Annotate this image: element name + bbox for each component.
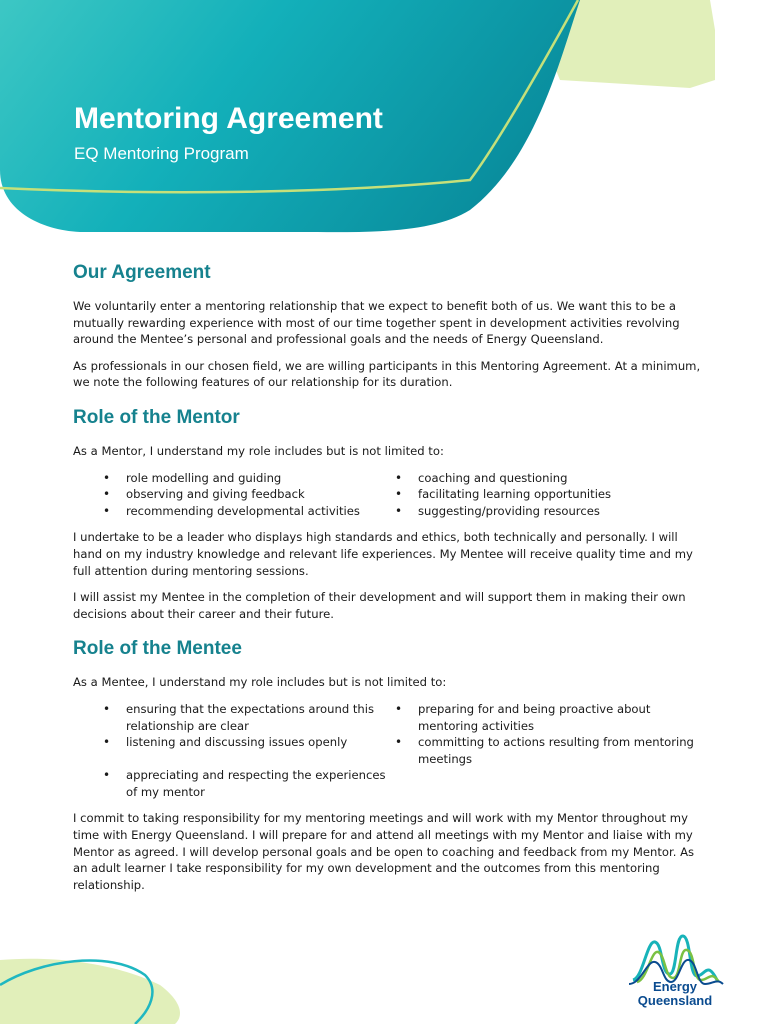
list-item: • role modelling and guiding: [103, 470, 395, 487]
mentor-intro: As a Mentor, I understand my role includes but is not limited to:: [73, 443, 444, 458]
mentee-section: [73, 638, 705, 893]
mentee-intro: As a Mentee, I understand my role includes but is not limited to:: [73, 675, 447, 690]
list-item: • listening and discussing issues openly: [103, 734, 395, 751]
page-subtitle: EQ Mentoring Program: [74, 144, 249, 163]
our-agreement-section: [73, 262, 705, 391]
list-item: • ensuring that the expectations around this relationship are clear: [103, 701, 395, 734]
list-item: • preparing for and being proactive about mentoring activities: [395, 701, 705, 734]
mentee-heading: Role of the Mentee: [73, 638, 242, 660]
list-item: • facilitating learning opportunities: [395, 486, 705, 503]
mentee-paragraph: I commit to taking responsibility for my mentoring meetings and will work with my Mentor throughout my time with Energy Queensland. I will prepare for and attend all meetings with my Mentor and liaise with my Mentor as agreed. I will develop personal goals and be open to coaching and feedback from my Mentor. As an adult learner I take responsibility for my own development and the outcomes from this mentoring relationship.: [73, 811, 695, 892]
logo-wave-icon: [625, 930, 725, 986]
mentor-paragraph: I undertake to be a leader who displays high standards and ethics, both technically and personally. I will hand on my industry knowledge and relevant life experiences. My Mentee will receive quality time and my full attention during mentoring sessions.: [73, 530, 693, 578]
page-title: Mentoring Agreement: [74, 102, 383, 135]
list-item: • appreciating and respecting the experiences of my mentor: [103, 767, 395, 800]
list-item: • recommending developmental activities: [103, 503, 395, 520]
agreement-paragraph: We voluntarily enter a mentoring relationship that we expect to benefit both of us. We want this to be a mutually rewarding experience with most of our time together spent in development activities revolving around the Mentee’s personal and professional goals and the needs of Energy Queensland.: [73, 299, 680, 347]
logo-text-line2: Queensland: [637, 993, 713, 1008]
list-item: • coaching and questioning: [395, 470, 705, 487]
mentor-role-list: [103, 470, 705, 520]
document-body: [73, 262, 705, 903]
list-item: • observing and giving feedback: [103, 486, 395, 503]
agreement-paragraph: As professionals in our chosen field, we are willing participants in this Mentoring Agreement. At a minimum, we note the following features of our relationship for its duration.: [73, 358, 701, 390]
energy-queensland-logo: [625, 930, 725, 1018]
list-item: • suggesting/providing resources: [395, 503, 705, 520]
mentor-heading: Role of the Mentor: [73, 406, 240, 428]
mentor-paragraph: I will assist my Mentee in the completion of their development and will support them in making their own decisions about their career and their future.: [73, 590, 686, 621]
our-agreement-heading: Our Agreement: [73, 262, 211, 283]
mentee-role-list: [103, 701, 705, 801]
list-item: • committing to actions resulting from mentoring meetings: [395, 734, 705, 767]
mentor-section: [73, 407, 705, 622]
logo-text-line1: Energy: [652, 979, 698, 994]
